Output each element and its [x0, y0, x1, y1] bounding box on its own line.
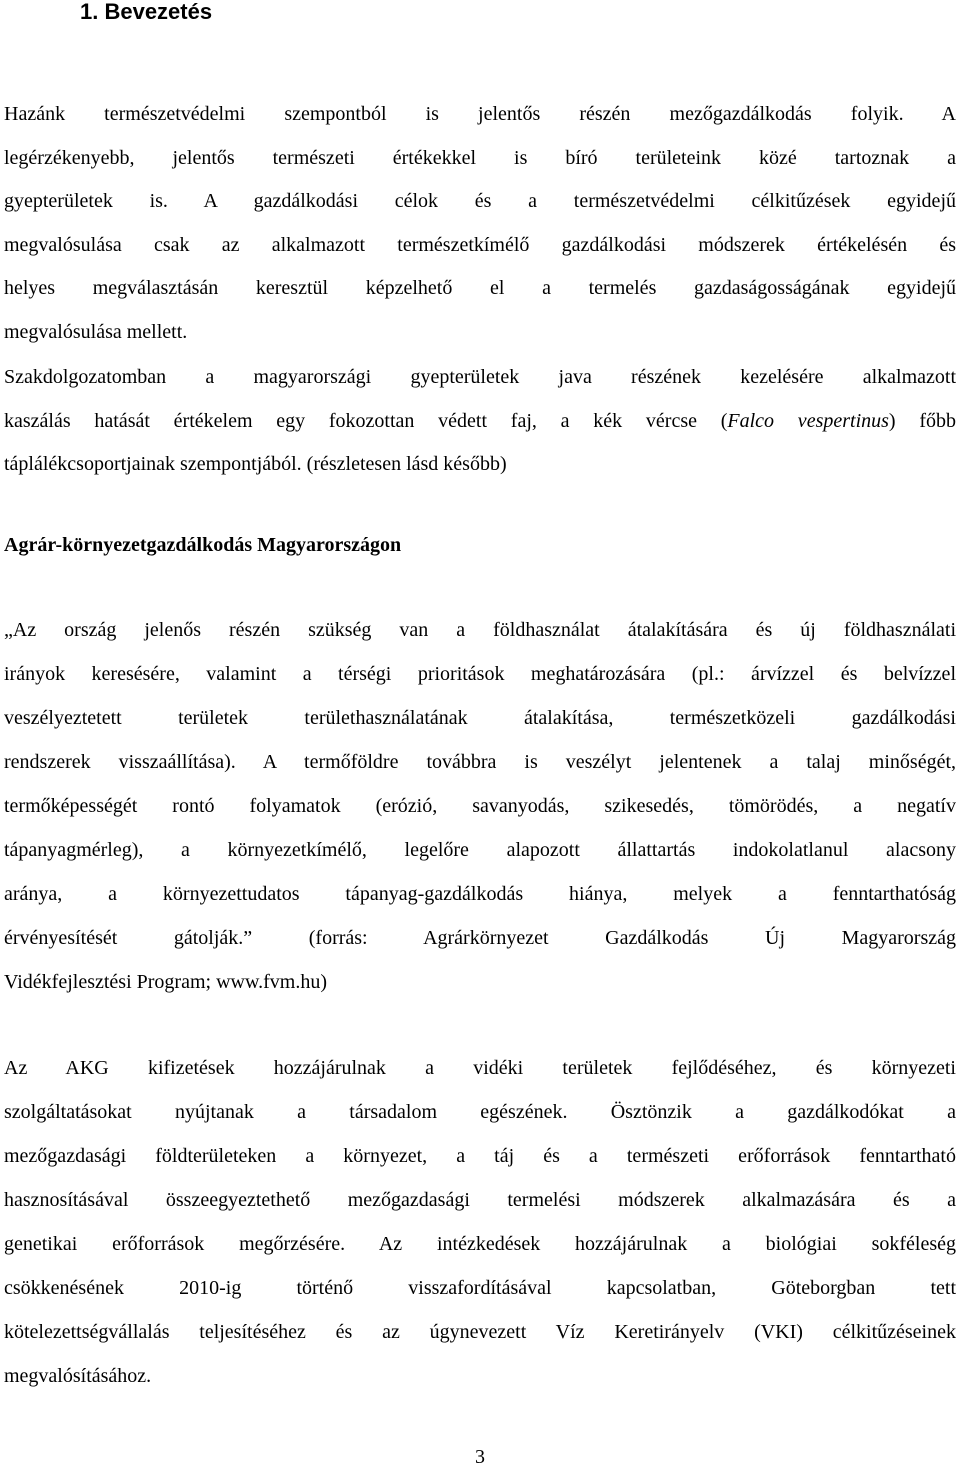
- akg-paragraph: [4, 1046, 956, 1398]
- paragraph-line: termőképességét rontó folyamatok (erózió, savanyodás, szikesedés, tömörödés, a negatív: [4, 795, 956, 817]
- paragraph-line: mezőgazdasági földterületeken a környezet, a táj és a természeti erőforrások fenntartható: [4, 1145, 956, 1167]
- paragraph-line: rendszerek visszaállítása). A termőföldre továbbra is veszélyt jelentenek a talaj minőségét,: [4, 751, 956, 773]
- paragraph-line: tápanyagmérleg), a környezetkímélő, legelőre alapozott állattartás indokolatlanul alacsony: [4, 839, 956, 861]
- intro-paragraph: [4, 93, 956, 354]
- paragraph-line: kötelezettségvállalás teljesítéséhez és az úgynevezett Víz Keretirányelv (VKI) célkitűzéseinek: [4, 1321, 956, 1343]
- paragraph-line: táplálékcsoportjainak szempontjából. (részletesen lásd később): [4, 453, 507, 475]
- paragraph-line: gyepterületek is. A gazdálkodási célok és a természetvédelmi célkitűzések egyidejű: [4, 190, 956, 212]
- line-text: ) főbb: [888, 409, 956, 432]
- paragraph-line: Vidékfejlesztési Program; www.fvm.hu): [4, 971, 327, 993]
- thesis-aim-paragraph: [4, 356, 956, 487]
- paragraph-line: Szakdolgozatomban a magyarországi gyepterületek java részének kezelésére alkalmazott: [4, 366, 956, 388]
- paragraph-line: „Az ország jelenős részén szükség van a földhasználat átalakítására és új földhasználati: [4, 619, 956, 641]
- paragraph-line: irányok keresésére, valamint a térségi prioritások meghatározására (pl.: árvízzel és belvízzel: [4, 663, 956, 685]
- paragraph-line: hasznosításával összeegyeztethető mezőgazdasági termelési módszerek alkalmazására és a: [4, 1189, 956, 1211]
- paragraph-line: helyes megválasztásán keresztül képzelhető el a termelés gazdaságosságának egyidejű: [4, 277, 956, 299]
- paragraph-line: megvalósításához.: [4, 1365, 152, 1387]
- paragraph-line: Hazánk természetvédelmi szempontból is jelentős részén mezőgazdálkodás folyik. A: [4, 103, 956, 125]
- paragraph-line: érvényesítését gátolják.” (forrás: Agrárkörnyezet Gazdálkodás Új Magyarország: [4, 927, 956, 949]
- quote-paragraph: [4, 608, 956, 1004]
- section-heading: 1. Bevezetés: [80, 0, 213, 24]
- paragraph-line: veszélyeztetett területek területhasználatának átalakítása, természetközeli gazdálkodási: [4, 707, 956, 729]
- paragraph-line: [4, 400, 956, 444]
- paragraph-line: aránya, a környezettudatos tápanyag-gazdálkodás hiánya, melyek a fenntarthatóság: [4, 883, 956, 905]
- line-text: kaszálás hatását értékelem egy fokozottan védett faj, a kék vércse (: [4, 409, 728, 432]
- paragraph-line: megvalósulása mellett.: [4, 320, 188, 343]
- paragraph-line: genetikai erőforrások megőrzésére. Az intézkedések hozzájárulnak a biológiai sokféleség: [4, 1233, 956, 1255]
- subsection-heading: Agrár-környezetgazdálkodás Magyarországon: [4, 534, 402, 556]
- page-number: 3: [475, 1446, 485, 1468]
- paragraph-line: szolgáltatásokat nyújtanak a társadalom egészének. Ösztönzik a gazdálkodókat a: [4, 1101, 956, 1123]
- paragraph-line: legérzékenyebb, jelentős természeti értékekkel is bíró területeink közé tartoznak a: [4, 146, 956, 169]
- paragraph-line: Az AKG kifizetések hozzájárulnak a vidéki területek fejlődéséhez, és környezeti: [4, 1057, 956, 1079]
- paragraph-line: csökkenésének 2010-ig történő visszafordításával kapcsolatban, Göteborgban tett: [4, 1277, 956, 1299]
- species-name: Falco vespertinus: [727, 409, 889, 432]
- paragraph-line: megvalósulása csak az alkalmazott természetkímélő gazdálkodási módszerek értékelésén és: [4, 233, 956, 256]
